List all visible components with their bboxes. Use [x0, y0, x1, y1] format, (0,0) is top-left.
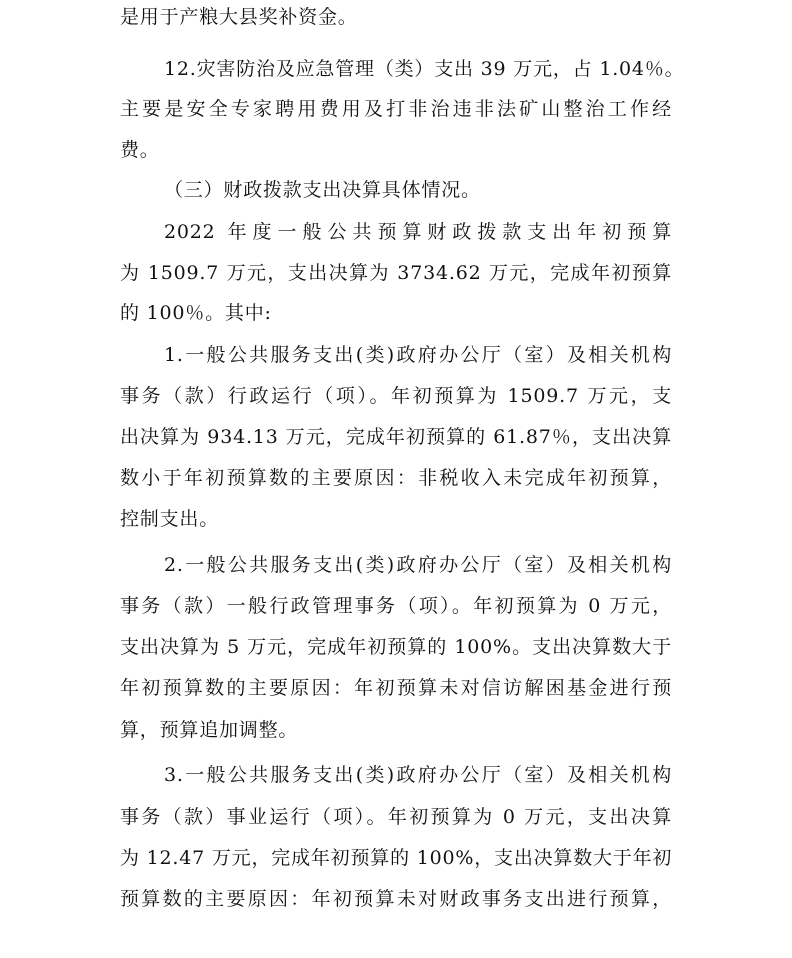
text-line-3: 主要是安全专家聘用费用及打非治违非法矿山整治工作经: [120, 98, 672, 120]
text-line-13: 控制支出。: [120, 508, 220, 530]
text-line-8: 的 100％。其中:: [120, 302, 272, 324]
text-line-19: 3.一般公共服务支出(类)政府办公厅（室）及相关机构: [164, 764, 672, 786]
text-line-15: 事务（款）一般行政管理事务（项）。年初预算为 0 万元，: [120, 595, 672, 617]
text-line-11: 出决算为 934.13 万元，完成年初预算的 61.87％，支出决算: [120, 426, 672, 448]
text-line-18: 算，预算追加调整。: [120, 719, 299, 741]
text-line-12: 数小于年初预算数的主要原因：非税收入未完成年初预算，: [120, 467, 672, 489]
text-line-4: 费。: [120, 139, 160, 161]
section-heading: （三）财政拨款支出决算具体情况。: [164, 179, 481, 201]
text-line-1: 是用于产粮大县奖补资金。: [120, 6, 358, 28]
text-line-16: 支出决算为 5 万元，完成年初预算的 100%。支出决算数大于: [120, 636, 672, 658]
text-line-6: 2022 年度一般公共预算财政拨款支出年初预算: [164, 221, 672, 243]
text-line-17: 年初预算数的主要原因：年初预算未对信访解困基金进行预: [120, 677, 672, 699]
text-line-7: 为 1509.7 万元，支出决算为 3734.62 万元，完成年初预算: [120, 262, 672, 284]
text-line-21: 为 12.47 万元，完成年初预算的 100%，支出决算数大于年初: [120, 847, 673, 869]
text-line-9: 1.一般公共服务支出(类)政府办公厅（室）及相关机构: [164, 344, 672, 366]
text-line-20: 事务（款）事业运行（项）。年初预算为 0 万元，支出决算: [120, 806, 672, 828]
text-line-10: 事务（款）行政运行（项）。年初预算为 1509.7 万元，支: [120, 385, 672, 407]
text-line-22: 预算数的主要原因：年初预算未对财政事务支出进行预算，: [120, 888, 672, 910]
text-line-2: 12.灾害防治及应急管理（类）支出 39 万元，占 1.04％。: [164, 58, 685, 80]
text-line-14: 2.一般公共服务支出(类)政府办公厅（室）及相关机构: [164, 554, 672, 576]
